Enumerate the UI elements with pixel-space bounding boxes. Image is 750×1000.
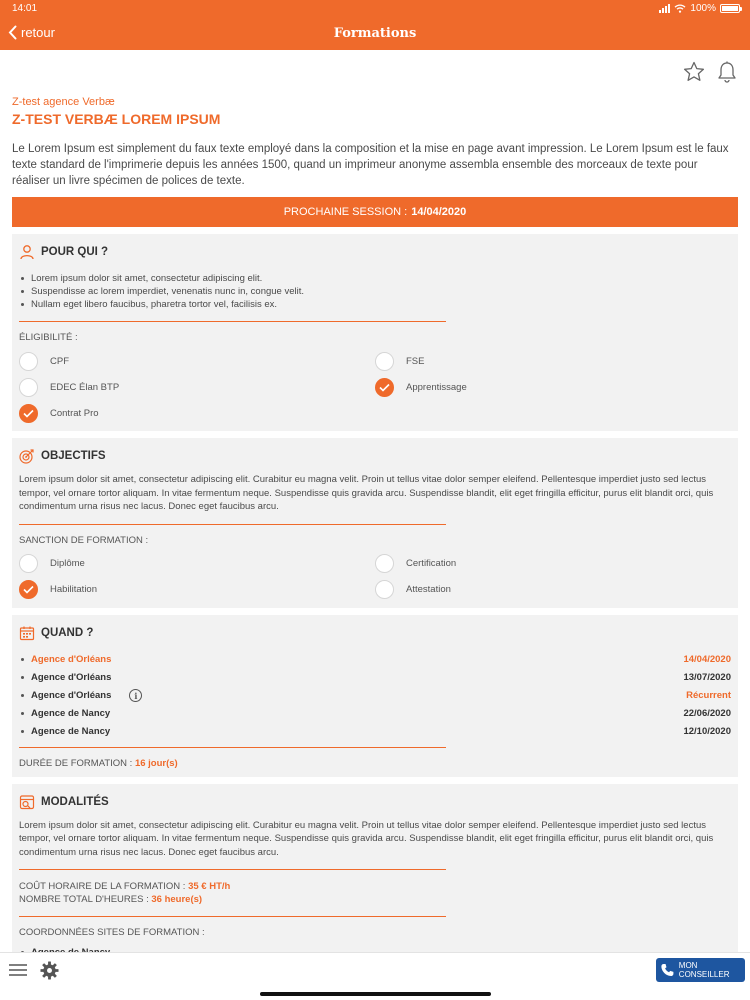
signal-icon — [659, 4, 670, 13]
heures-label: NOMBRE TOTAL D'HEURES : — [19, 894, 149, 905]
page-title: Formations — [333, 26, 417, 41]
heures-value: 36 heure(s) — [151, 894, 203, 905]
menu-icon[interactable] — [9, 963, 27, 977]
bottom-bar — [0, 952, 750, 1000]
session-row[interactable] — [19, 705, 731, 723]
option-apprentissage[interactable] — [375, 377, 731, 397]
modalites-header — [19, 792, 731, 812]
session-date: 13/07/2020 — [683, 672, 731, 683]
option-label: Habilitation — [50, 584, 97, 595]
sanction-label: SANCTION DE FORMATION : — [19, 534, 149, 546]
mon-conseiller-button[interactable] — [656, 958, 745, 982]
option-diplome[interactable] — [19, 554, 375, 574]
check-icon — [379, 383, 390, 392]
checkbox[interactable] — [375, 580, 394, 599]
session-row[interactable] — [19, 723, 731, 741]
status-indicators — [659, 3, 740, 14]
check-icon — [23, 409, 34, 418]
objectifs-text: Lorem ipsum dolor sit amet, consectetur adipiscing elit. Curabitur eu magna velit. Proin ut tellus vitae dolor semper eleifend. Pellentesque imperdiet justo sed lectus tempor, vel ornare tortor aliquam. In vitae fermentum neque. Suspendisse quis gravida arcu. Suspendisse blandit, elit eget fringilla efficitur, purus elit blandit orci, quis condimentum urna risus nec lacus. Donec eget faucibus arcu. — [19, 474, 714, 512]
back-label: retour — [21, 25, 55, 40]
session-row[interactable] — [19, 687, 731, 705]
modalites-icon — [19, 794, 35, 810]
info-icon[interactable]: i — [129, 689, 142, 702]
checkbox[interactable] — [375, 554, 394, 573]
pour-qui-card — [12, 234, 738, 431]
wifi-icon — [674, 4, 686, 13]
divider — [19, 916, 446, 917]
option-certification[interactable] — [375, 554, 731, 574]
eligibility-label: ÉLIGIBILITÉ : — [19, 332, 78, 343]
pour-qui-header — [19, 242, 731, 262]
checkbox-checked[interactable] — [19, 580, 38, 599]
option-contrat-pro[interactable] — [19, 403, 375, 423]
session-row[interactable] — [19, 651, 731, 669]
option-label: CPF — [50, 355, 69, 367]
sessions-list — [19, 651, 731, 741]
modalites-text: Lorem ipsum dolor sit amet, consectetur adipiscing elit. Curabitur eu magna velit. Proin ut tellus vitae dolor semper eleifend. Pellentesque imperdiet justo sed lectus tempor, vel ornare tortor aliquam. In vitae fermentum neque. Suspendisse quis gravida arcu. Suspendisse blandit, elit eget fringilla efficitur, purus elit blandit orci, quis condimentum urna risus nec lacus. Donec eget faucibus arcu. — [19, 819, 714, 858]
duree-label: DURÉE DE FORMATION : — [19, 757, 133, 769]
option-label: Contrat Pro — [50, 407, 99, 419]
formation-intro: Le Lorem Ipsum est simplement du faux texte employé dans la composition et la mise en page avant impression. Le Lorem Ipsum est le faux texte standard de l'imprimerie depuis les années 1500, quand un imprimeur anonyme assembla ensemble des morceaux de texte pour réaliser un livre spécimen de polices de texte. — [12, 143, 729, 187]
checkbox-checked[interactable] — [19, 404, 38, 423]
option-label: Attestation — [406, 584, 451, 595]
objectifs-title: OBJECTIFS — [41, 450, 106, 462]
option-cpf[interactable] — [19, 351, 375, 371]
option-label: Diplôme — [50, 558, 85, 569]
check-icon — [23, 585, 34, 594]
option-edec[interactable] — [19, 377, 375, 397]
objectifs-header — [19, 446, 731, 466]
divider — [19, 747, 446, 748]
session-agence: Agence d'Orléans — [31, 672, 112, 683]
modalites-title: MODALITÉS — [41, 795, 109, 808]
battery-percent: 100% — [690, 3, 716, 14]
session-agence: Agence d'Orléans — [31, 654, 112, 665]
session-date: 12/10/2020 — [683, 726, 731, 737]
header-actions — [682, 60, 738, 84]
session-agence: Agence d'Orléans — [31, 690, 112, 701]
status-time: 14:01 — [12, 3, 38, 14]
next-session-label: PROCHAINE SESSION : — [283, 206, 408, 218]
divider — [19, 321, 446, 322]
checkbox-checked[interactable] — [375, 378, 394, 397]
star-icon[interactable] — [682, 60, 706, 84]
session-agence-wrap — [31, 689, 142, 702]
option-fse[interactable] — [375, 351, 731, 371]
phone-icon — [660, 962, 675, 978]
formation-title: Z-TEST VERBÆ LOREM IPSUM — [12, 111, 221, 127]
session-row[interactable] — [19, 669, 731, 687]
session-agence: Agence de Nancy — [31, 726, 111, 737]
quand-header — [19, 623, 731, 643]
session-date: 14/04/2020 — [683, 654, 731, 665]
option-label: Certification — [406, 558, 457, 569]
divider — [19, 524, 446, 525]
sanction-options — [19, 554, 731, 600]
option-attestation[interactable] — [375, 580, 731, 600]
gear-icon[interactable] — [40, 961, 59, 980]
option-label: EDEC Élan BTP — [50, 381, 120, 393]
agency-name: Z-test agence Verbæ — [12, 96, 115, 108]
divider — [19, 869, 446, 870]
cout-value: 35 € HT/h — [188, 881, 231, 892]
duree-formation — [19, 758, 731, 769]
session-date: Récurrent — [686, 690, 731, 701]
list-item: Suspendisse ac lorem imperdiet, venenatis nunc in, congue velit. — [19, 285, 731, 298]
duree-value: 16 jour(s) — [134, 757, 178, 769]
target-icon — [19, 448, 35, 464]
cout-horaire — [19, 880, 731, 893]
bell-icon[interactable] — [716, 60, 738, 84]
checkbox[interactable] — [19, 352, 38, 371]
calendar-icon — [19, 625, 35, 641]
home-indicator — [260, 992, 491, 996]
battery-icon — [720, 4, 740, 13]
checkbox[interactable] — [19, 378, 38, 397]
total-heures — [19, 893, 731, 906]
mon-conseiller-label: MON CONSEILLER — [678, 961, 730, 979]
list-item: Lorem ipsum dolor sit amet, consectetur adipiscing elit. — [19, 272, 731, 285]
checkbox[interactable] — [375, 352, 394, 371]
person-icon — [19, 244, 35, 260]
eligibility-options — [19, 351, 731, 423]
cout-label: COÛT HORAIRE DE LA FORMATION : — [19, 881, 186, 892]
option-label: Apprentissage — [406, 381, 467, 393]
session-date: 22/06/2020 — [683, 708, 731, 719]
nav-bar — [0, 18, 750, 50]
pour-qui-title: POUR QUI ? — [41, 246, 109, 258]
quand-card — [12, 615, 738, 777]
quand-title: QUAND ? — [41, 626, 94, 639]
next-session-date: 14/04/2020 — [411, 206, 467, 218]
checkbox[interactable] — [19, 554, 38, 573]
session-agence: Agence de Nancy — [31, 708, 111, 719]
coord-label: COORDONNÉES SITES DE FORMATION : — [19, 927, 205, 938]
option-label: FSE — [406, 355, 425, 367]
list-item: Nullam eget libero faucibus, pharetra tortor vel, facilisis ex. — [19, 298, 731, 311]
status-bar — [0, 0, 750, 18]
next-session-banner — [12, 197, 738, 227]
objectifs-card — [12, 438, 738, 608]
main-content — [0, 96, 750, 993]
pour-qui-list — [19, 272, 731, 311]
option-habilitation[interactable] — [19, 580, 375, 600]
